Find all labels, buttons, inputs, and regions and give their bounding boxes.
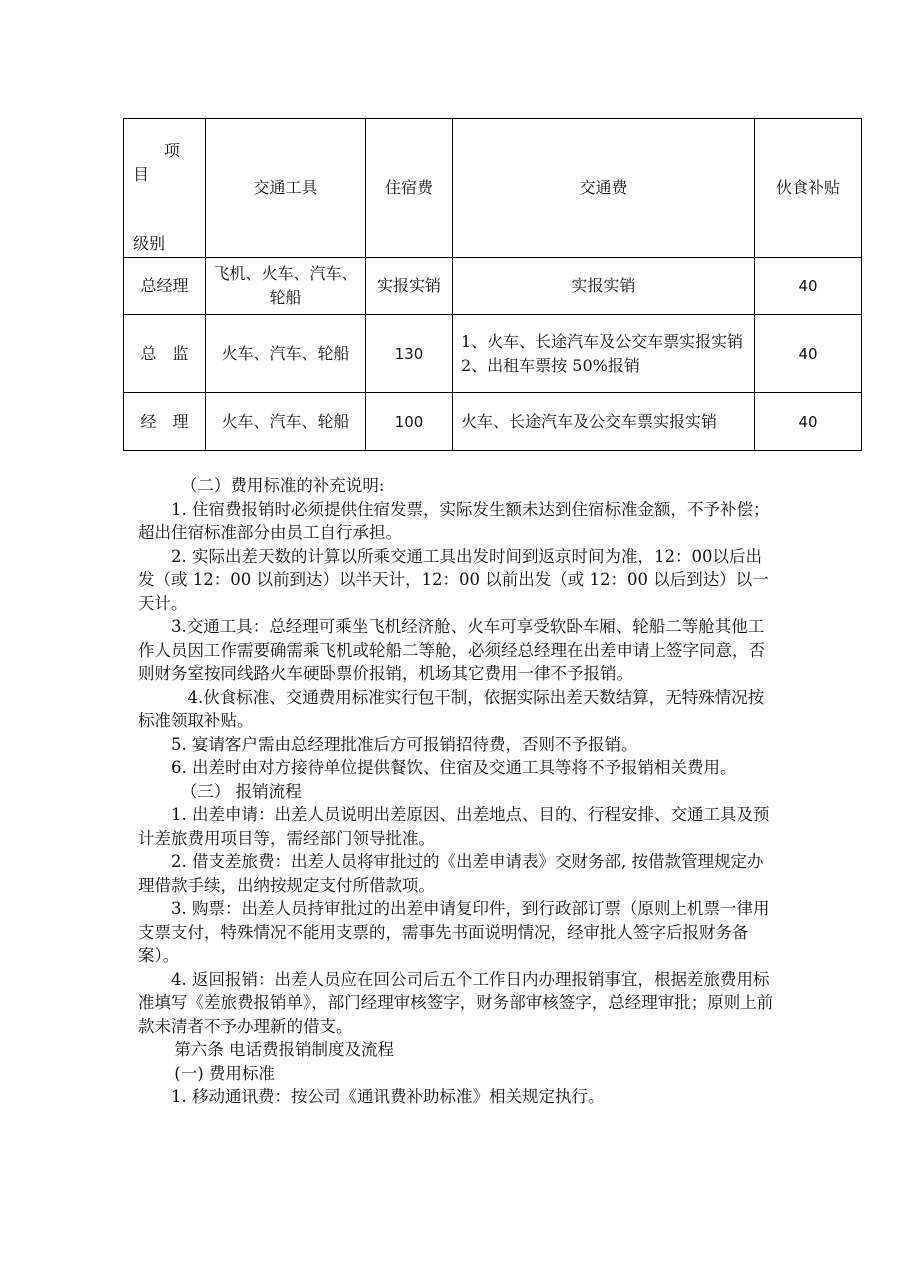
row-meal: 40 bbox=[755, 393, 862, 451]
header-transport: 交通工具 bbox=[206, 119, 366, 258]
paragraph: 6. 出差时由对方接待单位提供餐饮、住宿及交通工具等将不予报销相关费用。 bbox=[171, 758, 737, 777]
paragraph: 2. 借支差旅费：出差人员将审批过的《出差申请表》交财务部, 按借款管理规定办理借款手续，出纳按规定支付所借款项。 bbox=[138, 852, 764, 895]
paragraph: 1. 移动通讯费：按公司《通讯费补助标准》相关规定执行。 bbox=[171, 1087, 605, 1106]
traffic-fee-line: 1、火车、长途汽车及公交车票实报实销 bbox=[461, 331, 744, 351]
row-lodging: 130 bbox=[366, 315, 453, 393]
section-heading: （三） 报销流程 bbox=[180, 781, 302, 801]
row-traffic-fee bbox=[453, 315, 755, 393]
row-lodging: 100 bbox=[366, 393, 453, 451]
section-heading: （二）费用标准的补充说明: bbox=[180, 476, 385, 495]
header-item-level-cell bbox=[124, 119, 206, 258]
row-transport: 火车、汽车、轮船 bbox=[206, 315, 366, 393]
row-lodging: 实报实销 bbox=[366, 258, 453, 315]
table-header-row bbox=[124, 119, 862, 258]
header-traffic-fee: 交通费 bbox=[453, 119, 755, 258]
paragraph: 4.伙食标准、交通费用标准实行包干制，依据实际出差天数结算，无特殊情况按标准领取补贴。 bbox=[138, 687, 765, 730]
table-row bbox=[124, 393, 862, 451]
section-heading: (一) 费用标准 bbox=[174, 1063, 275, 1083]
traffic-fee-line: 2、出租车票按 50%报销 bbox=[461, 355, 640, 375]
paragraph: 5. 宴请客户需由总经理批准后方可报销招待费，否则不予报销。 bbox=[171, 734, 638, 754]
row-transport: 飞机、火车、汽车、轮船 bbox=[206, 258, 366, 315]
row-level: 总 监 bbox=[124, 315, 206, 393]
header-diag-top: 项 bbox=[164, 141, 181, 160]
row-level: 经 理 bbox=[124, 393, 206, 451]
header-meal: 伙食补贴 bbox=[755, 119, 862, 258]
paragraph: 3. 购票：出差人员持审批过的出差申请复印件，到行政部订票（原则上机票一律用支票支付，特殊情况不能用支票的，需事先书面说明情况，经审批人签字后报财务备案）。 bbox=[138, 899, 770, 965]
header-diag-mid: 目 bbox=[133, 165, 150, 184]
header-lodging: 住宿费 bbox=[366, 119, 453, 258]
table-row bbox=[124, 258, 862, 315]
paragraph: 1. 出差申请：出差人员说明出差原因、出差地点、目的、行程安排、交通工具及预计差旅费用项目等，需经部门领导批准。 bbox=[138, 805, 770, 848]
row-meal: 40 bbox=[755, 315, 862, 393]
paragraph: 3.交通工具：总经理可乘坐飞机经济舱、火车可享受软卧车厢、轮船二等舱其他工作人员因工作需要确需乘飞机或轮船二等舱，必须经总经理在出差申请上签字同意，否则财务室按同线路火车硬卧票价报销，机场其它费用一律不予报销。 bbox=[138, 617, 765, 683]
paragraph: 4. 返回报销：出差人员应在回公司后五个工作日内办理报销事宜，根据差旅费用标准填写《差旅费报销单》，部门经理审核签字，财务部审核签字，总经理审批；原则上前款未清者不予办理新的借支。 bbox=[138, 969, 774, 1036]
article-heading: 第六条 电话费报销制度及流程 bbox=[174, 1040, 395, 1059]
row-meal: 40 bbox=[755, 258, 862, 315]
body-text bbox=[138, 474, 778, 1109]
row-traffic-fee: 火车、长途汽车及公交车票实报实销 bbox=[453, 393, 755, 451]
row-transport: 火车、汽车、轮船 bbox=[206, 393, 366, 451]
header-diag-bottom: 级别 bbox=[133, 234, 166, 253]
row-level: 总经理 bbox=[124, 258, 206, 315]
paragraph: 2. 实际出差天数的计算以所乘交通工具出发时间到返京时间为准，12：00以后出发（或 12：00 以前到达）以半天计，12：00 以前出发（或 12：00 以后到达）以一天计。 bbox=[138, 546, 769, 613]
paragraph: 1. 住宿费报销时必须提供住宿发票，实际发生额未达到住宿标准金额，不予补偿；超出住宿标准部分由员工自行承担。 bbox=[138, 499, 770, 542]
table-row bbox=[124, 315, 862, 393]
travel-expense-standard-table bbox=[123, 118, 862, 451]
row-traffic-fee: 实报实销 bbox=[453, 258, 755, 315]
